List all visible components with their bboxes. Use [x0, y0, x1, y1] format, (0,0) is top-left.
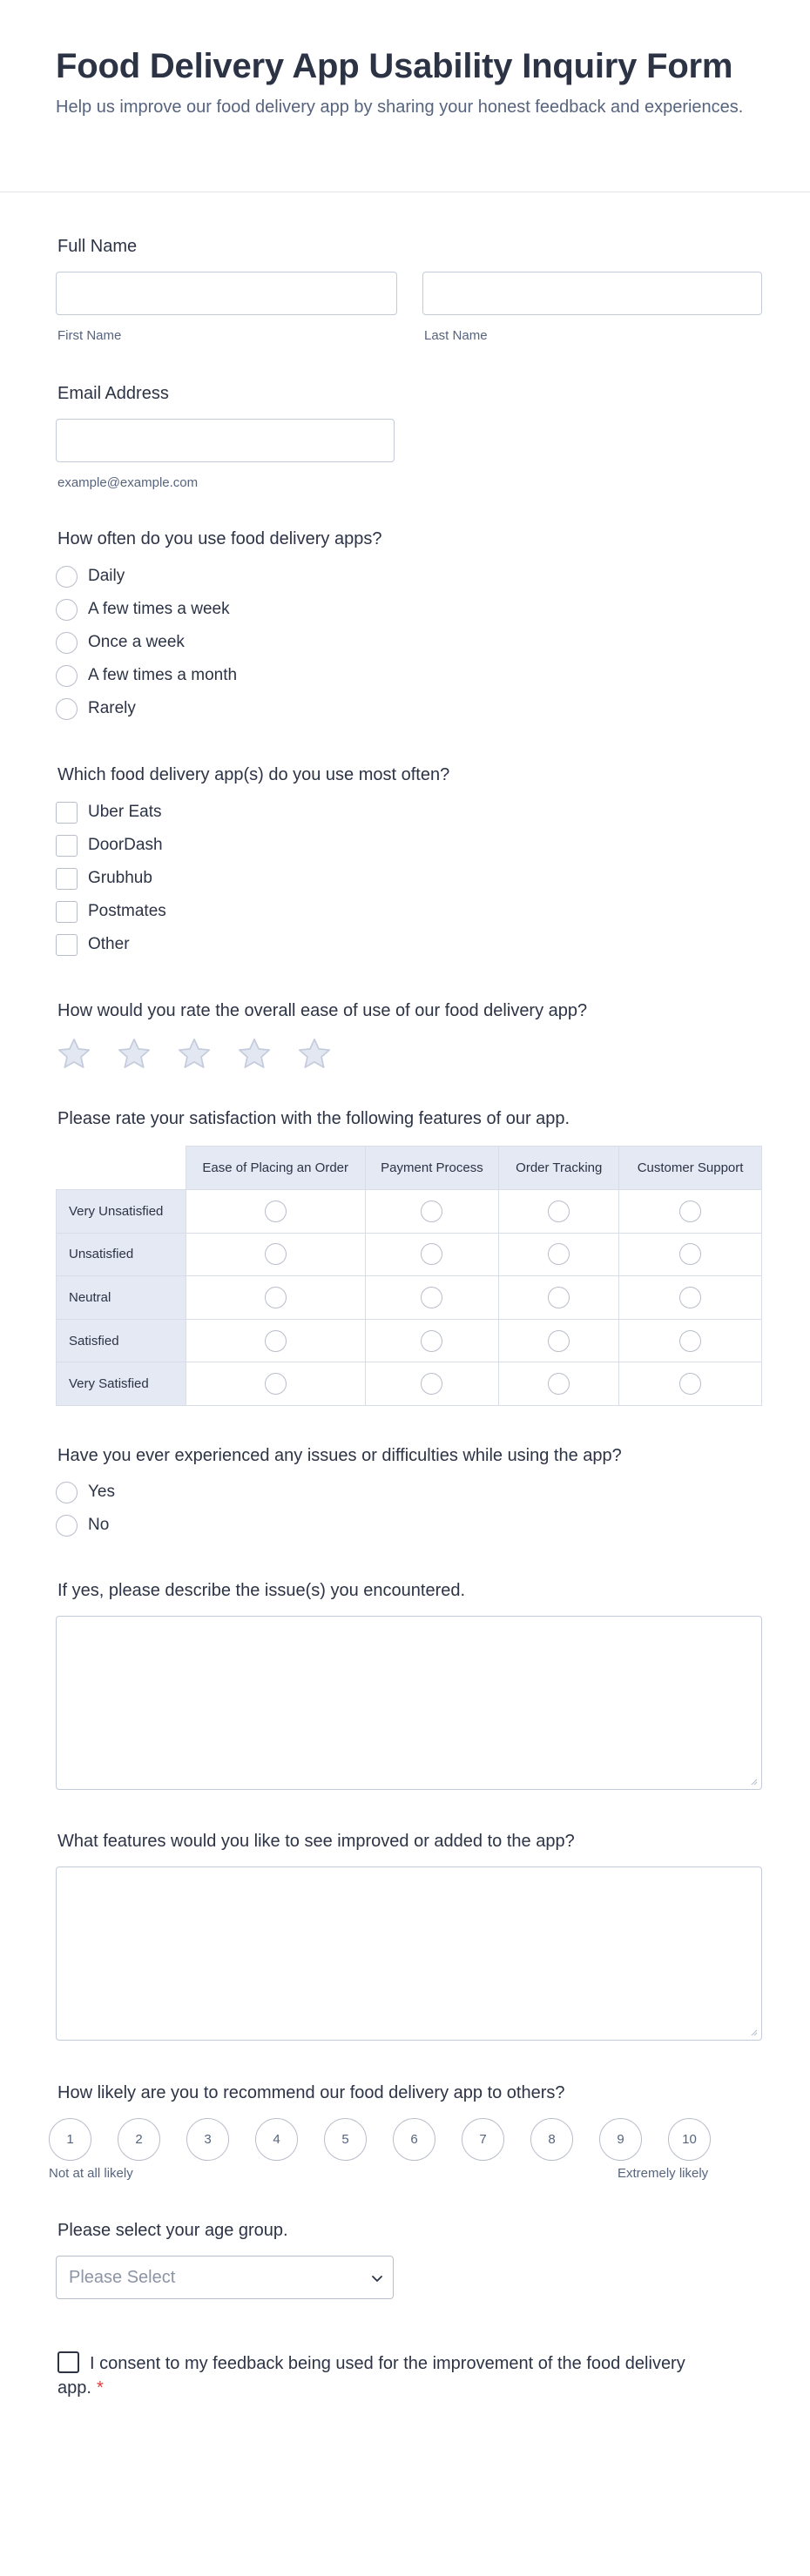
matrix-cell — [499, 1190, 619, 1234]
scale-option[interactable]: 1 — [49, 2118, 91, 2161]
option-label: Other — [88, 935, 130, 953]
option-label: Rarely — [88, 699, 136, 717]
radio-button[interactable] — [421, 1287, 442, 1308]
matrix-cell — [186, 1362, 365, 1406]
option-label: A few times a week — [88, 600, 230, 618]
matrix-row — [57, 1190, 762, 1234]
option-label: Daily — [88, 567, 125, 585]
recommend-label: How likely are you to recommend our food delivery app to others? — [57, 2083, 565, 2102]
matrix-cell — [619, 1190, 762, 1234]
consent-field — [57, 2351, 702, 2400]
features-label: What features would you like to see improved or added to the app? — [57, 1832, 575, 1851]
issues-option[interactable] — [56, 1514, 109, 1537]
resize-handle-icon[interactable] — [749, 1777, 758, 1786]
radio-button[interactable] — [679, 1243, 701, 1265]
matrix-cell — [619, 1362, 762, 1406]
last-name-input[interactable] — [422, 272, 762, 315]
radio-button[interactable] — [679, 1201, 701, 1222]
apps-option[interactable] — [56, 834, 163, 857]
frequency-option[interactable] — [56, 565, 125, 588]
radio-button[interactable] — [56, 632, 78, 654]
star-icon[interactable] — [176, 1036, 213, 1073]
matrix-column-header: Order Tracking — [499, 1147, 619, 1190]
star-icon[interactable] — [236, 1036, 273, 1073]
option-label: No — [88, 1516, 110, 1534]
frequency-option[interactable] — [56, 631, 185, 654]
radio-button[interactable] — [548, 1287, 570, 1308]
matrix-column-header: Ease of Placing an Order — [186, 1147, 365, 1190]
radio-button[interactable] — [56, 566, 78, 588]
resize-handle-icon[interactable] — [749, 2028, 758, 2036]
matrix-row — [57, 1362, 762, 1406]
radio-button[interactable] — [265, 1201, 287, 1222]
matrix-cell — [365, 1319, 499, 1362]
matrix-row-header: Satisfied — [57, 1319, 186, 1362]
matrix-column-header: Payment Process — [365, 1147, 499, 1190]
radio-button[interactable] — [265, 1330, 287, 1352]
scale-option[interactable]: 3 — [186, 2118, 229, 2161]
radio-button[interactable] — [679, 1287, 701, 1308]
matrix-corner — [57, 1147, 186, 1190]
issue-desc-textarea[interactable] — [56, 1616, 762, 1790]
matrix-cell — [619, 1233, 762, 1276]
radio-button[interactable] — [265, 1243, 287, 1265]
radio-button[interactable] — [548, 1330, 570, 1352]
scale-option[interactable]: 5 — [324, 2118, 367, 2161]
first-name-sublabel: First Name — [57, 328, 122, 343]
radio-button[interactable] — [56, 665, 78, 687]
radio-button[interactable] — [679, 1330, 701, 1352]
radio-button[interactable] — [548, 1201, 570, 1222]
frequency-label: How often do you use food delivery apps? — [57, 529, 382, 548]
first-name-input[interactable] — [56, 272, 397, 315]
apps-option[interactable] — [56, 801, 161, 824]
scale-low-label: Not at all likely — [49, 2166, 133, 2181]
radio-button[interactable] — [56, 698, 78, 720]
email-hint: example@example.com — [57, 475, 199, 490]
option-label: Postmates — [88, 902, 166, 920]
satisfaction-label: Please rate your satisfaction with the following features of our app. — [57, 1109, 570, 1128]
checkbox[interactable] — [56, 934, 78, 956]
matrix-column-header: Customer Support — [619, 1147, 762, 1190]
option-label: Uber Eats — [88, 803, 162, 821]
form-header — [56, 44, 770, 121]
matrix-cell — [365, 1190, 499, 1234]
apps-option[interactable] — [56, 933, 130, 956]
scale-option[interactable]: 9 — [599, 2118, 642, 2161]
age-label: Please select your age group. — [57, 2221, 288, 2240]
scale-option[interactable]: 6 — [393, 2118, 435, 2161]
option-label: DoorDash — [88, 836, 163, 854]
option-label: Grubhub — [88, 869, 152, 887]
matrix-cell — [186, 1190, 365, 1234]
radio-button[interactable] — [265, 1373, 287, 1395]
matrix-row — [57, 1233, 762, 1276]
matrix-cell — [619, 1319, 762, 1362]
required-mark: * — [96, 2378, 104, 2398]
option-label: Once a week — [88, 633, 185, 651]
scale-option[interactable]: 4 — [255, 2118, 298, 2161]
matrix-row-header: Unsatisfied — [57, 1233, 186, 1276]
matrix-row-header: Very Satisfied — [57, 1362, 186, 1406]
matrix-row-header: Neutral — [57, 1276, 186, 1320]
scale-option[interactable]: 8 — [530, 2118, 573, 2161]
last-name-sublabel: Last Name — [424, 328, 488, 343]
email-label: Email Address — [57, 384, 169, 403]
chevron-down-icon — [370, 2271, 384, 2285]
recommend-scale — [49, 2118, 711, 2161]
radio-button[interactable] — [265, 1287, 287, 1308]
frequency-option[interactable] — [56, 664, 237, 687]
radio-button[interactable] — [421, 1243, 442, 1265]
radio-button[interactable] — [56, 1515, 78, 1537]
radio-button[interactable] — [421, 1373, 442, 1395]
features-textarea[interactable] — [56, 1866, 762, 2041]
matrix-cell — [619, 1276, 762, 1320]
email-input[interactable] — [56, 419, 395, 462]
matrix-row — [57, 1276, 762, 1320]
scale-option[interactable]: 10 — [668, 2118, 711, 2161]
issues-option[interactable] — [56, 1481, 115, 1503]
option-label: A few times a month — [88, 666, 238, 684]
form-subtitle: Help us improve our food delivery app by sharing your honest feedback and experiences. — [56, 98, 744, 117]
matrix-cell — [499, 1319, 619, 1362]
checkbox[interactable] — [56, 901, 78, 923]
apps-option[interactable] — [56, 900, 166, 923]
matrix-cell — [499, 1276, 619, 1320]
full-name-label: Full Name — [57, 237, 138, 256]
matrix-cell — [365, 1362, 499, 1406]
apps-label: Which food delivery app(s) do you use most often? — [57, 765, 450, 784]
matrix-cell — [365, 1233, 499, 1276]
consent-checkbox[interactable] — [57, 2351, 79, 2373]
star-rating — [56, 1036, 356, 1073]
satisfaction-matrix — [56, 1146, 762, 1406]
matrix-cell — [186, 1319, 365, 1362]
matrix-cell — [499, 1362, 619, 1406]
matrix-cell — [186, 1276, 365, 1320]
matrix-cell — [365, 1276, 499, 1320]
issues-label: Have you ever experienced any issues or difficulties while using the app? — [57, 1446, 622, 1465]
matrix-row-header: Very Unsatisfied — [57, 1190, 186, 1234]
checkbox[interactable] — [56, 802, 78, 824]
star-icon[interactable] — [56, 1036, 92, 1073]
radio-button[interactable] — [421, 1330, 442, 1352]
matrix-header-row — [57, 1147, 762, 1190]
frequency-option[interactable] — [56, 697, 136, 720]
frequency-option[interactable] — [56, 598, 230, 621]
radio-button[interactable] — [679, 1373, 701, 1395]
option-label: Yes — [88, 1483, 115, 1501]
radio-button[interactable] — [548, 1243, 570, 1265]
age-select[interactable] — [56, 2256, 394, 2299]
matrix-row — [57, 1319, 762, 1362]
apps-option[interactable] — [56, 867, 152, 890]
age-select-value: Please Select — [69, 2268, 176, 2287]
form-title: Food Delivery App Usability Inquiry Form — [56, 47, 733, 85]
radio-button[interactable] — [548, 1373, 570, 1395]
scale-option[interactable]: 2 — [118, 2118, 160, 2161]
radio-button[interactable] — [421, 1201, 442, 1222]
consent-text: I consent to my feedback being used for the improvement of the food delivery app. — [57, 2354, 685, 2398]
ease-label: How would you rate the overall ease of use of our food delivery app? — [57, 1001, 588, 1020]
star-icon[interactable] — [116, 1036, 152, 1073]
radio-button[interactable] — [56, 1482, 78, 1503]
checkbox[interactable] — [56, 835, 78, 857]
radio-button[interactable] — [56, 599, 78, 621]
scale-option[interactable]: 7 — [462, 2118, 504, 2161]
issue-desc-label: If yes, please describe the issue(s) you encountered. — [57, 1581, 466, 1600]
checkbox[interactable] — [56, 868, 78, 890]
matrix-cell — [499, 1233, 619, 1276]
star-icon[interactable] — [296, 1036, 333, 1073]
scale-high-label: Extremely likely — [618, 2166, 709, 2181]
matrix-cell — [186, 1233, 365, 1276]
